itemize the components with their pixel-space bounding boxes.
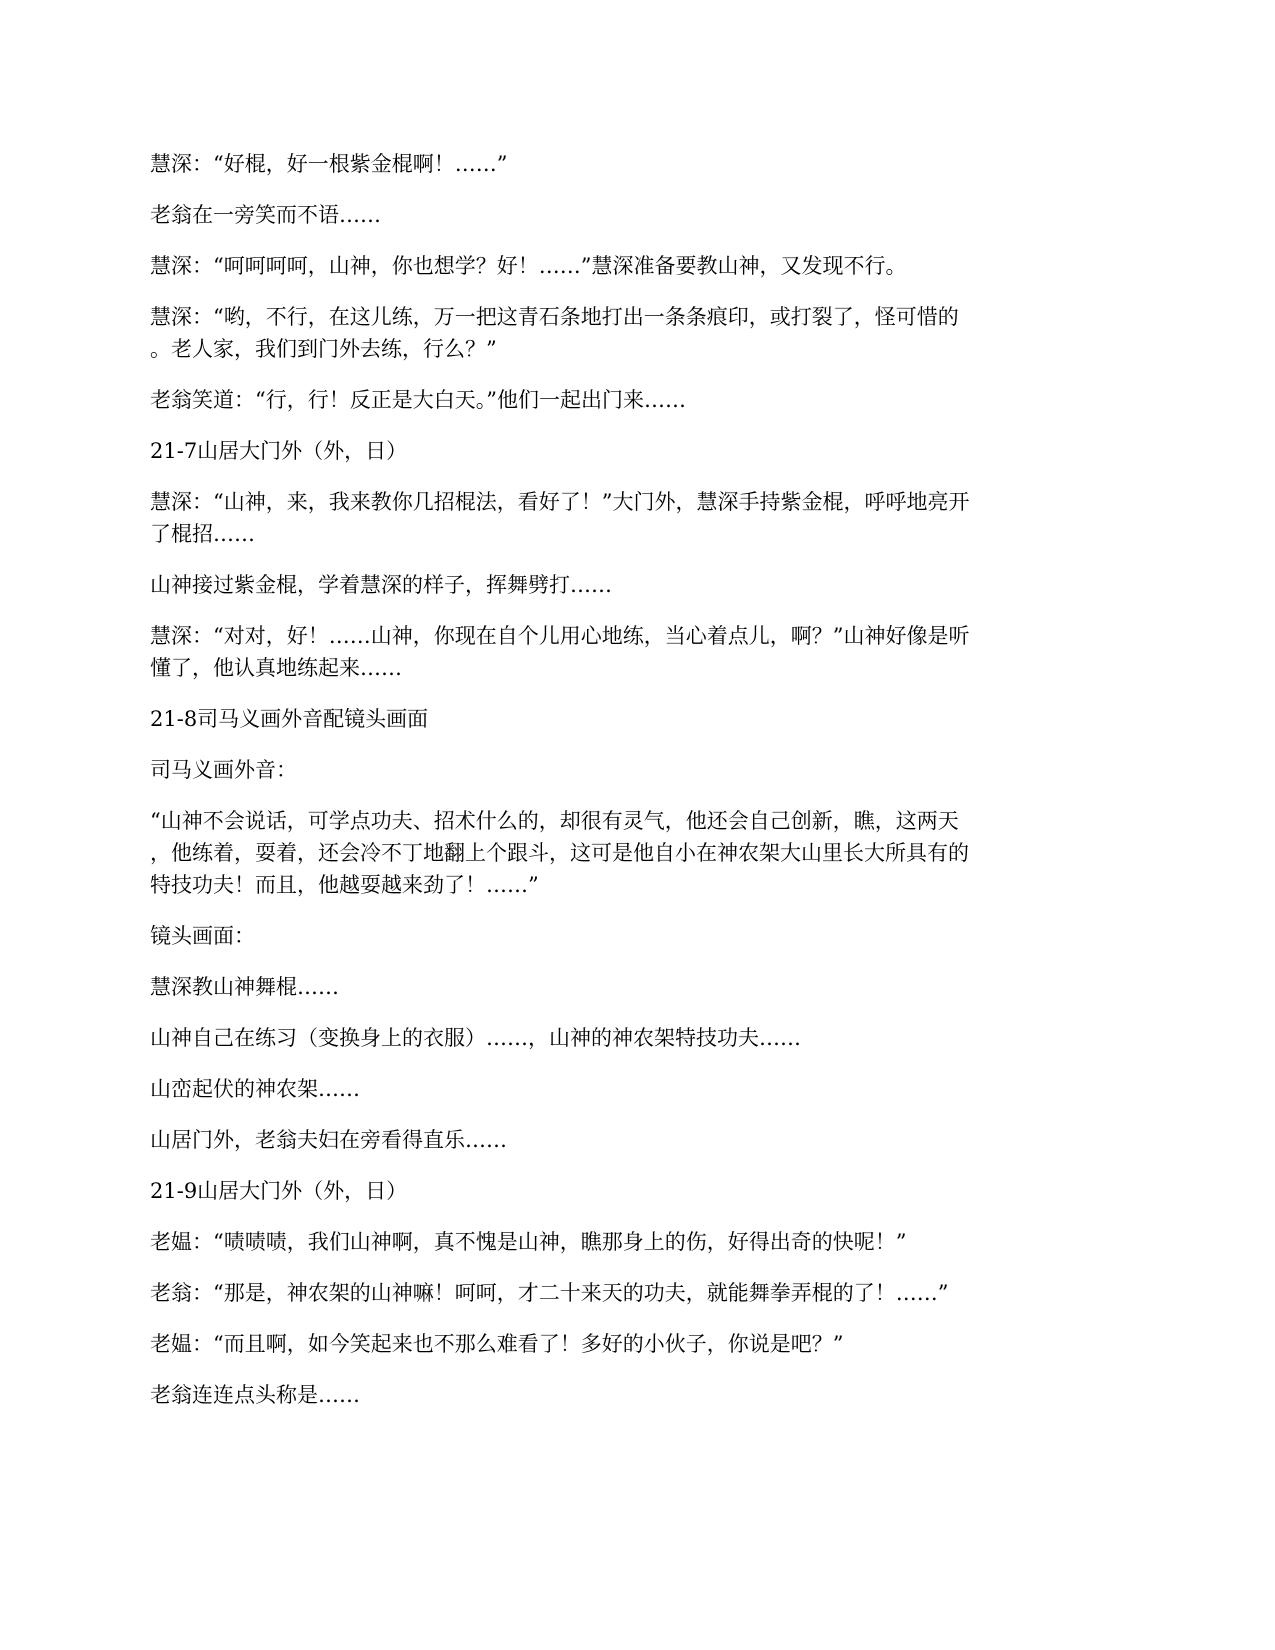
- paragraph: 老翁连连点头称是……: [150, 1383, 360, 1407]
- paragraph: 山神接过紫金棍，学着慧深的样子，挥舞劈打……: [150, 573, 612, 597]
- paragraph: 山峦起伏的神农架……: [150, 1077, 360, 1101]
- paragraph: “山神不会说话，可学点功夫、招术什么的，却很有灵气，他还会自己创新，瞧，这两天 ，他练着，耍着，还会冷不丁地翻上个跟斗，这可是他自小在神农架大山里长大所具有的 特技功夫！而且，他越耍越来劲了！……”: [150, 809, 969, 897]
- paragraph: 慧深：“哟，不行，在这儿练，万一把这青石条地打出一条条痕印，或打裂了，怪可惜的 。老人家，我们到门外去练，行么？”: [150, 305, 959, 361]
- scene-heading: 21-8司马义画外音配镜头画面: [150, 707, 429, 731]
- paragraph: 司马义画外音：: [150, 758, 297, 782]
- scene-heading: 21-7山居大门外（外，日）: [150, 439, 408, 463]
- paragraph: 老翁：“那是，神农架的山神嘛！呵呵，才二十来天的功夫，就能舞拳弄棍的了！……”: [150, 1281, 949, 1305]
- paragraph: 慧深教山神舞棍……: [150, 975, 339, 999]
- paragraph: 慧深：“对对，好！……山神，你现在自个儿用心地练，当心着点儿，啊？”山神好像是听 懂了，他认真地练起来……: [150, 624, 970, 680]
- paragraph: 老翁在一旁笑而不语……: [150, 203, 381, 227]
- paragraph: 慧深：“呵呵呵呵，山神，你也想学？好！……”慧深准备要教山神，又发现不行。: [150, 254, 907, 278]
- paragraph: 老媪：“而且啊，如今笑起来也不那么难看了！多好的小伙子，你说是吧？”: [150, 1332, 844, 1356]
- paragraph: 老媪：“啧啧啧，我们山神啊，真不愧是山神，瞧那身上的伤，好得出奇的快呢！”: [150, 1230, 907, 1254]
- paragraph: 山神自己在练习（变换身上的衣服）……，山神的神农架特技功夫……: [150, 1026, 801, 1050]
- scene-heading: 21-9山居大门外（外，日）: [150, 1179, 408, 1203]
- document-body: [150, 148, 1125, 1430]
- paragraph: 老翁笑道：“行，行！反正是大白天。”他们一起出门来……: [150, 388, 686, 412]
- paragraph: 慧深：“好棍，好一根紫金棍啊！……”: [150, 152, 508, 176]
- paragraph: 山居门外，老翁夫妇在旁看得直乐……: [150, 1128, 507, 1152]
- paragraph: 慧深：“山神，来，我来教你几招棍法，看好了！”大门外，慧深手持紫金棍，呼呼地亮开 了棍招……: [150, 490, 970, 546]
- paragraph: 镜头画面：: [150, 924, 255, 948]
